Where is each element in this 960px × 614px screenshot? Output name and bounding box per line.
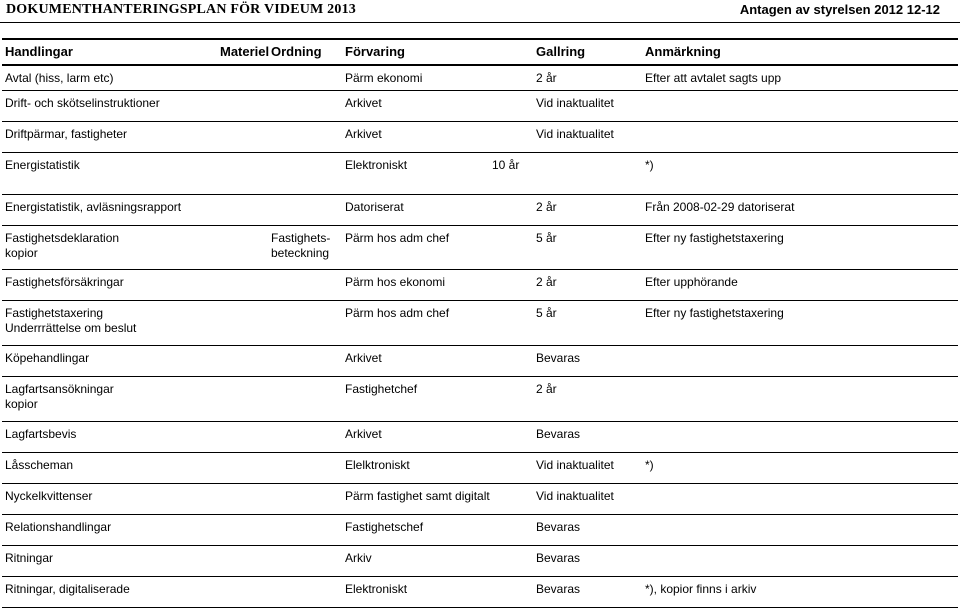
col-header-gallring: Gallring [533,39,642,65]
cell-gallring-text: Vid inaktualitet [536,458,614,472]
cell-gallring [533,577,642,608]
cell-ordning [268,484,342,515]
cell-forvaring-text: Fastighetschef [345,520,424,534]
cell-gallring-text: 2 år [536,382,557,396]
cell-gallring-text: Bevaras [536,427,581,441]
cell-gallring-text: Bevaras [536,551,581,565]
cell-ordning [268,226,342,270]
cell-ordning [268,122,342,153]
cell-ordning [268,422,342,453]
cell-forvaring [342,270,533,301]
cell-forvaring [342,122,533,153]
cell-forvaring [342,453,533,484]
cell-anmarkning [642,270,958,301]
cell-handlingar-text: Avtal (hiss, larm etc) [5,71,114,85]
cell-forvaring-text: Elelktroniskt [345,458,410,472]
cell-forvaring [342,195,533,226]
col-header-forvaring: Förvaring [342,39,533,65]
document-title: DOKUMENTHANTERINGSPLAN FÖR VIDEUM 2013 [6,2,356,17]
cell-gallring-text: 2 år [536,71,557,85]
cell-gallring [533,453,642,484]
cell-gallring-text: Vid inaktualitet [536,96,614,110]
cell-forvaring [342,577,533,608]
cell-gallring [492,153,642,195]
cell-handlingar-text: Fastighetsförsäkringar [5,275,124,289]
cell-handlingar-text: Driftpärmar, fastigheter [5,127,128,141]
cell-anmarkning-text: Från 2008-02-29 datoriserat [645,200,795,214]
cell-gallring [533,270,642,301]
cell-gallring [533,484,642,515]
cell-handlingar [2,270,268,301]
cell-ordning [268,270,342,301]
cell-ordning-line2: beteckning [271,246,330,260]
table-row [2,153,958,195]
cell-forvaring-text: Pärm ekonomi [345,71,423,85]
document-plan-table [2,38,958,608]
cell-ordning [268,515,342,546]
cell-handlingar [2,515,268,546]
cell-ordning [268,346,342,377]
cell-handlingar [2,195,268,226]
table-row [2,577,958,608]
table-row [2,195,958,226]
cell-gallring [533,546,642,577]
cell-forvaring [342,484,533,515]
cell-forvaring-text: Fastighetchef [345,382,418,396]
table-row [2,91,958,122]
cell-ordning [268,65,342,91]
cell-anmarkning-text: Efter ny fastighetstaxering [645,231,784,245]
table-row [2,453,958,484]
cell-ordning [268,377,342,422]
cell-forvaring [342,546,533,577]
cell-anmarkning [642,195,958,226]
cell-handlingar-line2: kopior [5,246,38,260]
cell-handlingar [2,377,268,422]
cell-forvaring [342,301,533,346]
cell-forvaring-text: Arkivet [345,96,382,110]
cell-handlingar-text: Låsscheman [5,458,74,472]
cell-forvaring [342,91,533,122]
cell-ordning [268,153,342,195]
table-row [2,377,958,422]
cell-handlingar-text: Energistatistik [5,158,80,172]
table-row [2,422,958,453]
cell-forvaring [342,346,533,377]
cell-gallring-text: Vid inaktualitet [536,489,614,503]
cell-handlingar-text: Drift- och skötselinstruktioner [5,96,160,110]
cell-forvaring-text: Pärm hos adm chef [345,231,450,245]
cell-handlingar [2,422,268,453]
cell-gallring-text: Bevaras [536,582,581,596]
cell-gallring [533,91,642,122]
cell-forvaring-text: Arkiv [345,551,372,565]
cell-ordning [268,577,342,608]
table-row [2,301,958,346]
col-header-handlingar: Handlingar [2,39,268,65]
table-body [2,65,958,608]
cell-forvaring [342,515,533,546]
cell-forvaring-text: Arkivet [345,127,382,141]
cell-ordning-text: Fastighets- [271,231,331,245]
cell-anmarkning [642,484,958,515]
cell-handlingar-text: Ritningar [5,551,54,565]
cell-gallring-line2: 10 år [492,158,520,172]
cell-handlingar-text: Fastighetsdeklaration [5,231,120,245]
table-header-row: Handlingar Materiel Ordning Förvaring Gallring Anmärkning [2,39,958,65]
table-row [2,122,958,153]
page-header [0,0,960,22]
cell-gallring [533,226,642,270]
cell-handlingar-text: Köpehandlingar [5,351,90,365]
cell-handlingar [2,65,268,91]
cell-gallring [533,515,642,546]
cell-forvaring [342,65,533,91]
cell-handlingar [2,453,268,484]
cell-gallring-text: 5 år [536,306,557,320]
cell-gallring-text: 2 år [536,200,557,214]
cell-anmarkning [642,91,958,122]
cell-forvaring-text: Pärm hos ekonomi [345,275,446,289]
cell-gallring-text: Bevaras [536,351,581,365]
col-header-anmarkning: Anmärkning [642,39,958,65]
cell-ordning [268,453,342,484]
cell-forvaring-text: Elektroniskt [345,158,408,172]
cell-handlingar-text: Lagfartsbevis [5,427,77,441]
cell-forvaring-text: Pärm fastighet samt digitalt [345,489,490,503]
cell-ordning [268,195,342,226]
cell-anmarkning [642,453,958,484]
adoption-date: Antagen av styrelsen 2012 12-12 [739,2,940,17]
cell-ordning [268,301,342,346]
cell-handlingar [2,577,268,608]
table-row [2,270,958,301]
cell-gallring-text: Bevaras [536,520,581,534]
cell-handlingar-text: Fastighetstaxering [5,306,104,320]
table-row [2,226,958,270]
cell-handlingar-text: Lagfartsansökningar [5,382,114,396]
cell-anmarkning [642,515,958,546]
table-row [2,346,958,377]
cell-gallring-text: 2 år [536,275,557,289]
cell-gallring [533,377,642,422]
cell-handlingar [2,226,268,270]
cell-ordning [268,91,342,122]
cell-anmarkning-text: *) [645,158,654,172]
cell-handlingar-text: Ritningar, digitaliserade [5,582,130,596]
cell-forvaring-text: Datoriserat [345,200,404,214]
cell-gallring [533,65,642,91]
table-row [2,484,958,515]
cell-anmarkning [642,422,958,453]
cell-gallring-text: Vid inaktualitet [536,127,614,141]
cell-anmarkning [642,153,958,195]
cell-forvaring [342,377,533,422]
table-row [2,546,958,577]
cell-anmarkning-text: Efter upphörande [645,275,738,289]
cell-anmarkning-text: Efter ny fastighetstaxering [645,306,784,320]
cell-handlingar [2,546,268,577]
cell-handlingar [2,301,268,346]
cell-forvaring-text: Pärm hos adm chef [345,306,450,320]
cell-handlingar-line2: Underrrättelse om beslut [5,321,137,335]
cell-gallring [533,422,642,453]
cell-anmarkning-text: *), kopior finns i arkiv [645,582,757,596]
cell-anmarkning [642,122,958,153]
cell-gallring-text: 5 år [536,231,557,245]
header-rule [0,22,960,23]
cell-handlingar [2,346,268,377]
cell-handlingar [2,91,268,122]
cell-handlingar-line2: kopior [5,397,38,411]
cell-anmarkning [642,577,958,608]
cell-ordning [268,546,342,577]
cell-gallring [533,301,642,346]
cell-handlingar [2,153,268,195]
cell-handlingar-text: Energistatistik, avläsningsrapport [5,200,182,214]
cell-anmarkning [642,377,958,422]
cell-gallring [533,346,642,377]
cell-anmarkning [642,65,958,91]
table-row [2,515,958,546]
col-header-ordning: Ordning [268,39,342,65]
table-row [2,65,958,91]
cell-handlingar-text: Relationshandlingar [5,520,112,534]
cell-forvaring [342,422,533,453]
cell-forvaring-text: Arkivet [345,427,382,441]
cell-handlingar-text: Nyckelkvittenser [5,489,93,503]
cell-anmarkning [642,546,958,577]
cell-anmarkning [642,346,958,377]
cell-gallring [533,122,642,153]
cell-forvaring [342,226,533,270]
cell-handlingar [2,122,268,153]
cell-handlingar [2,484,268,515]
cell-forvaring-text: Arkivet [345,351,382,365]
cell-gallring [533,195,642,226]
cell-forvaring-text: Elektroniskt [345,582,408,596]
cell-anmarkning [642,301,958,346]
cell-anmarkning-text: *) [645,458,654,472]
cell-anmarkning-text: Efter att avtalet sagts upp [645,71,782,85]
cell-anmarkning [642,226,958,270]
